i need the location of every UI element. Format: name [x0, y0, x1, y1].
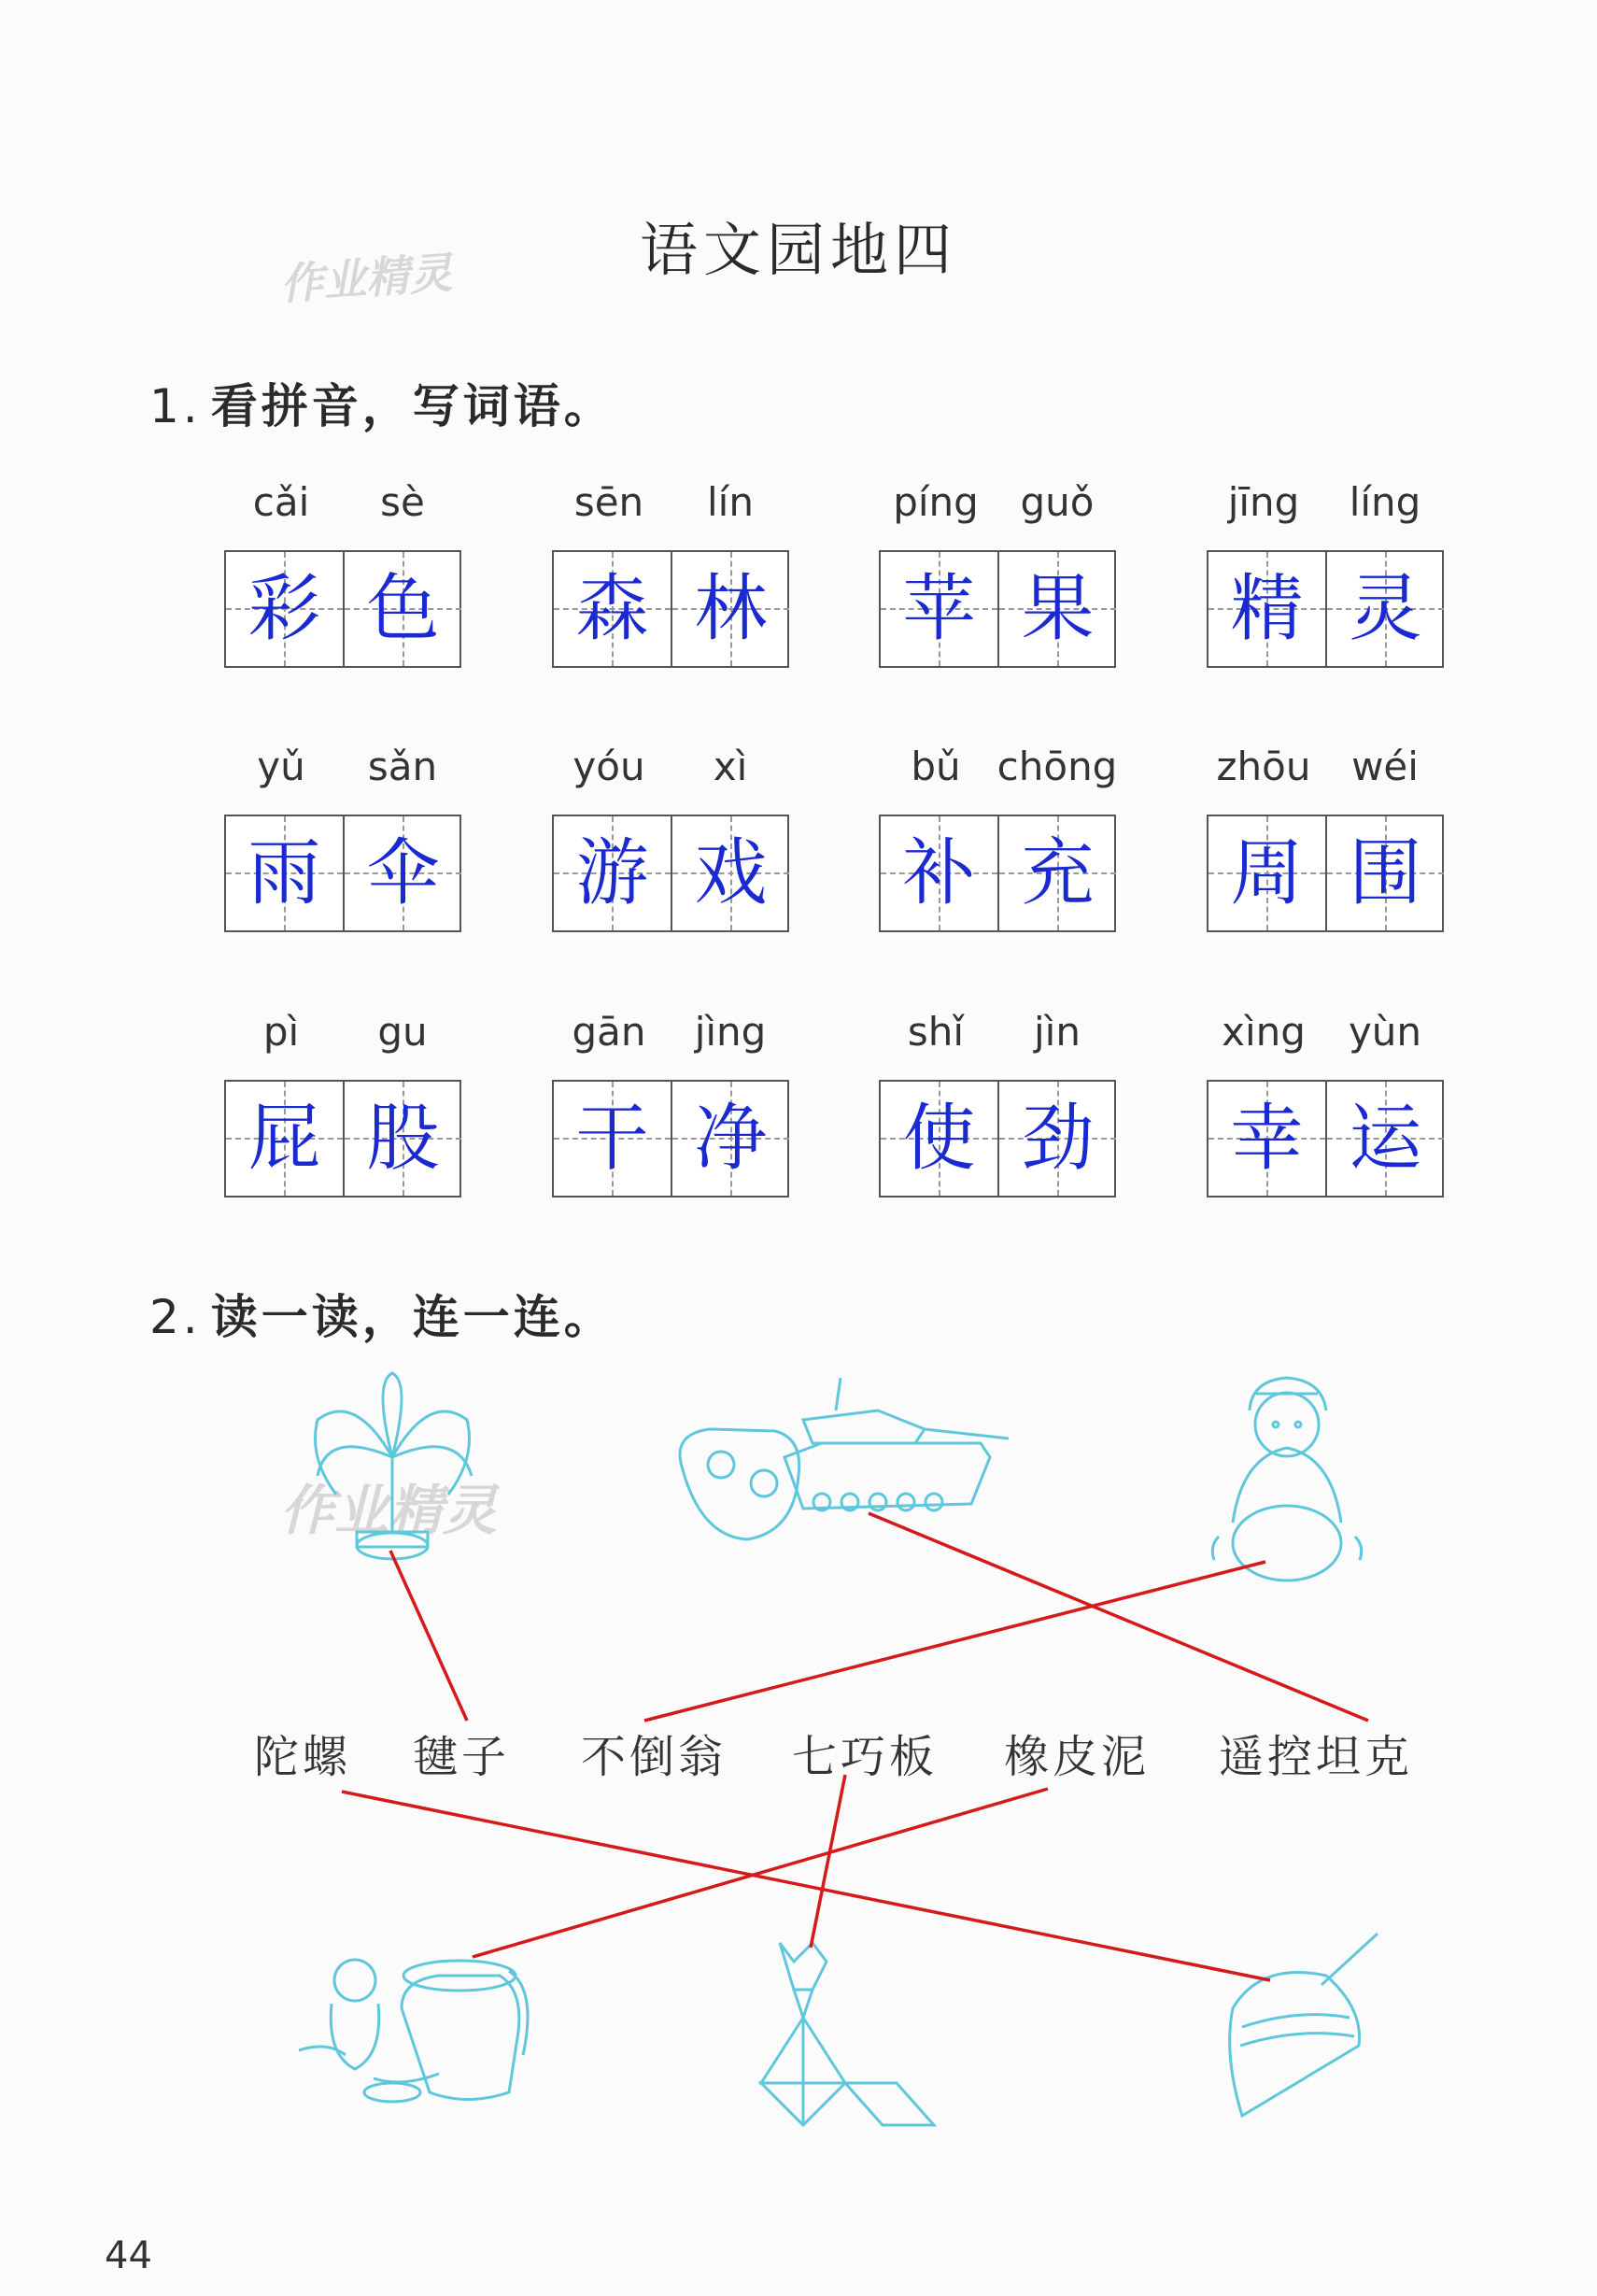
- answer-character: 雨: [247, 831, 321, 915]
- spinning-top-icon[interactable]: [1230, 1934, 1378, 2116]
- pinyin: gān: [572, 1009, 646, 1055]
- watermark: 作业精灵: [280, 1479, 498, 1542]
- pinyin: lín: [707, 479, 754, 525]
- pinyin: xìng: [1222, 1009, 1306, 1055]
- answer-character: 灵: [1349, 567, 1422, 651]
- answer-character: 精: [1230, 567, 1304, 651]
- pinyin: yùn: [1348, 1009, 1422, 1055]
- pinyin: sè: [380, 479, 425, 525]
- answer-character: 股: [366, 1097, 440, 1181]
- toy-label[interactable]: 毽子: [413, 1731, 511, 1783]
- pinyin: yóu: [572, 744, 645, 789]
- answer-character: 屁: [247, 1097, 321, 1181]
- answer-character: 幸: [1230, 1097, 1304, 1181]
- pinyin: pì: [262, 1009, 300, 1055]
- pinyin: píng: [893, 479, 979, 525]
- toy-label[interactable]: 遥控坦克: [1219, 1731, 1414, 1783]
- answer-character: 森: [575, 567, 649, 651]
- pinyin: gu: [377, 1009, 428, 1055]
- pinyin: bǔ: [911, 744, 961, 789]
- match-line: [644, 1562, 1265, 1721]
- answer-character: 补: [902, 831, 976, 915]
- page-number: 44: [105, 2234, 152, 2277]
- answer-character: 干: [575, 1097, 649, 1181]
- exercise-number: 2.: [149, 1290, 202, 1344]
- answer-character: 苹: [902, 567, 976, 651]
- match-line: [473, 1789, 1048, 1957]
- remote-control-tank-icon[interactable]: [680, 1378, 1009, 1539]
- exercise-instruction: 读一读，连一连。: [210, 1289, 615, 1344]
- toy-label[interactable]: 七巧板: [792, 1731, 939, 1783]
- answer-character: 围: [1349, 831, 1422, 915]
- answer-character: 林: [694, 567, 768, 651]
- answer-character: 运: [1349, 1097, 1422, 1181]
- pinyin: shǐ: [907, 1009, 965, 1055]
- match-line: [869, 1513, 1368, 1721]
- match-line: [390, 1551, 467, 1721]
- shuttlecock-icon[interactable]: [316, 1373, 473, 1559]
- pinyin: jìn: [1034, 1009, 1081, 1055]
- watermark: 作业精灵: [278, 247, 454, 310]
- answer-character: 劲: [1021, 1097, 1095, 1181]
- toy-label[interactable]: 不倒翁: [581, 1731, 728, 1783]
- pinyin: guǒ: [1020, 479, 1095, 525]
- toy-label[interactable]: 橡皮泥: [1004, 1731, 1151, 1783]
- pinyin: sēn: [573, 479, 644, 525]
- pinyin: jīng: [1227, 479, 1300, 525]
- pinyin: líng: [1349, 479, 1421, 525]
- toy-label[interactable]: 陀螺: [254, 1731, 352, 1783]
- pinyin: jìng: [694, 1009, 767, 1055]
- match-line: [811, 1775, 845, 1948]
- exercise-number: 1.: [149, 379, 202, 433]
- answer-character: 充: [1021, 831, 1095, 915]
- answer-character: 使: [902, 1097, 976, 1181]
- answer-character: 彩: [247, 567, 321, 651]
- tumbler-doll-icon[interactable]: [1212, 1378, 1361, 1580]
- pinyin: cǎi: [252, 479, 310, 525]
- answer-character: 游: [575, 831, 649, 915]
- plasticine-icon[interactable]: [299, 1960, 528, 2102]
- answer-character: 净: [694, 1097, 768, 1181]
- answer-character: 戏: [694, 831, 768, 915]
- answer-character: 周: [1230, 831, 1304, 915]
- answer-character: 果: [1021, 567, 1095, 651]
- pinyin: zhōu: [1216, 744, 1311, 789]
- answer-character: 伞: [366, 831, 440, 915]
- pinyin: yǔ: [257, 744, 305, 789]
- match-line: [342, 1792, 1270, 1980]
- page-title: 语文园地四: [639, 216, 957, 284]
- pinyin: sǎn: [367, 744, 438, 789]
- exercise-instruction: 看拼音，写词语。: [210, 378, 615, 433]
- pinyin: chōng: [996, 744, 1118, 789]
- pinyin: wéi: [1351, 744, 1419, 789]
- pinyin: xì: [713, 744, 748, 789]
- tangram-cat-icon[interactable]: [761, 1943, 934, 2125]
- answer-character: 色: [366, 567, 440, 651]
